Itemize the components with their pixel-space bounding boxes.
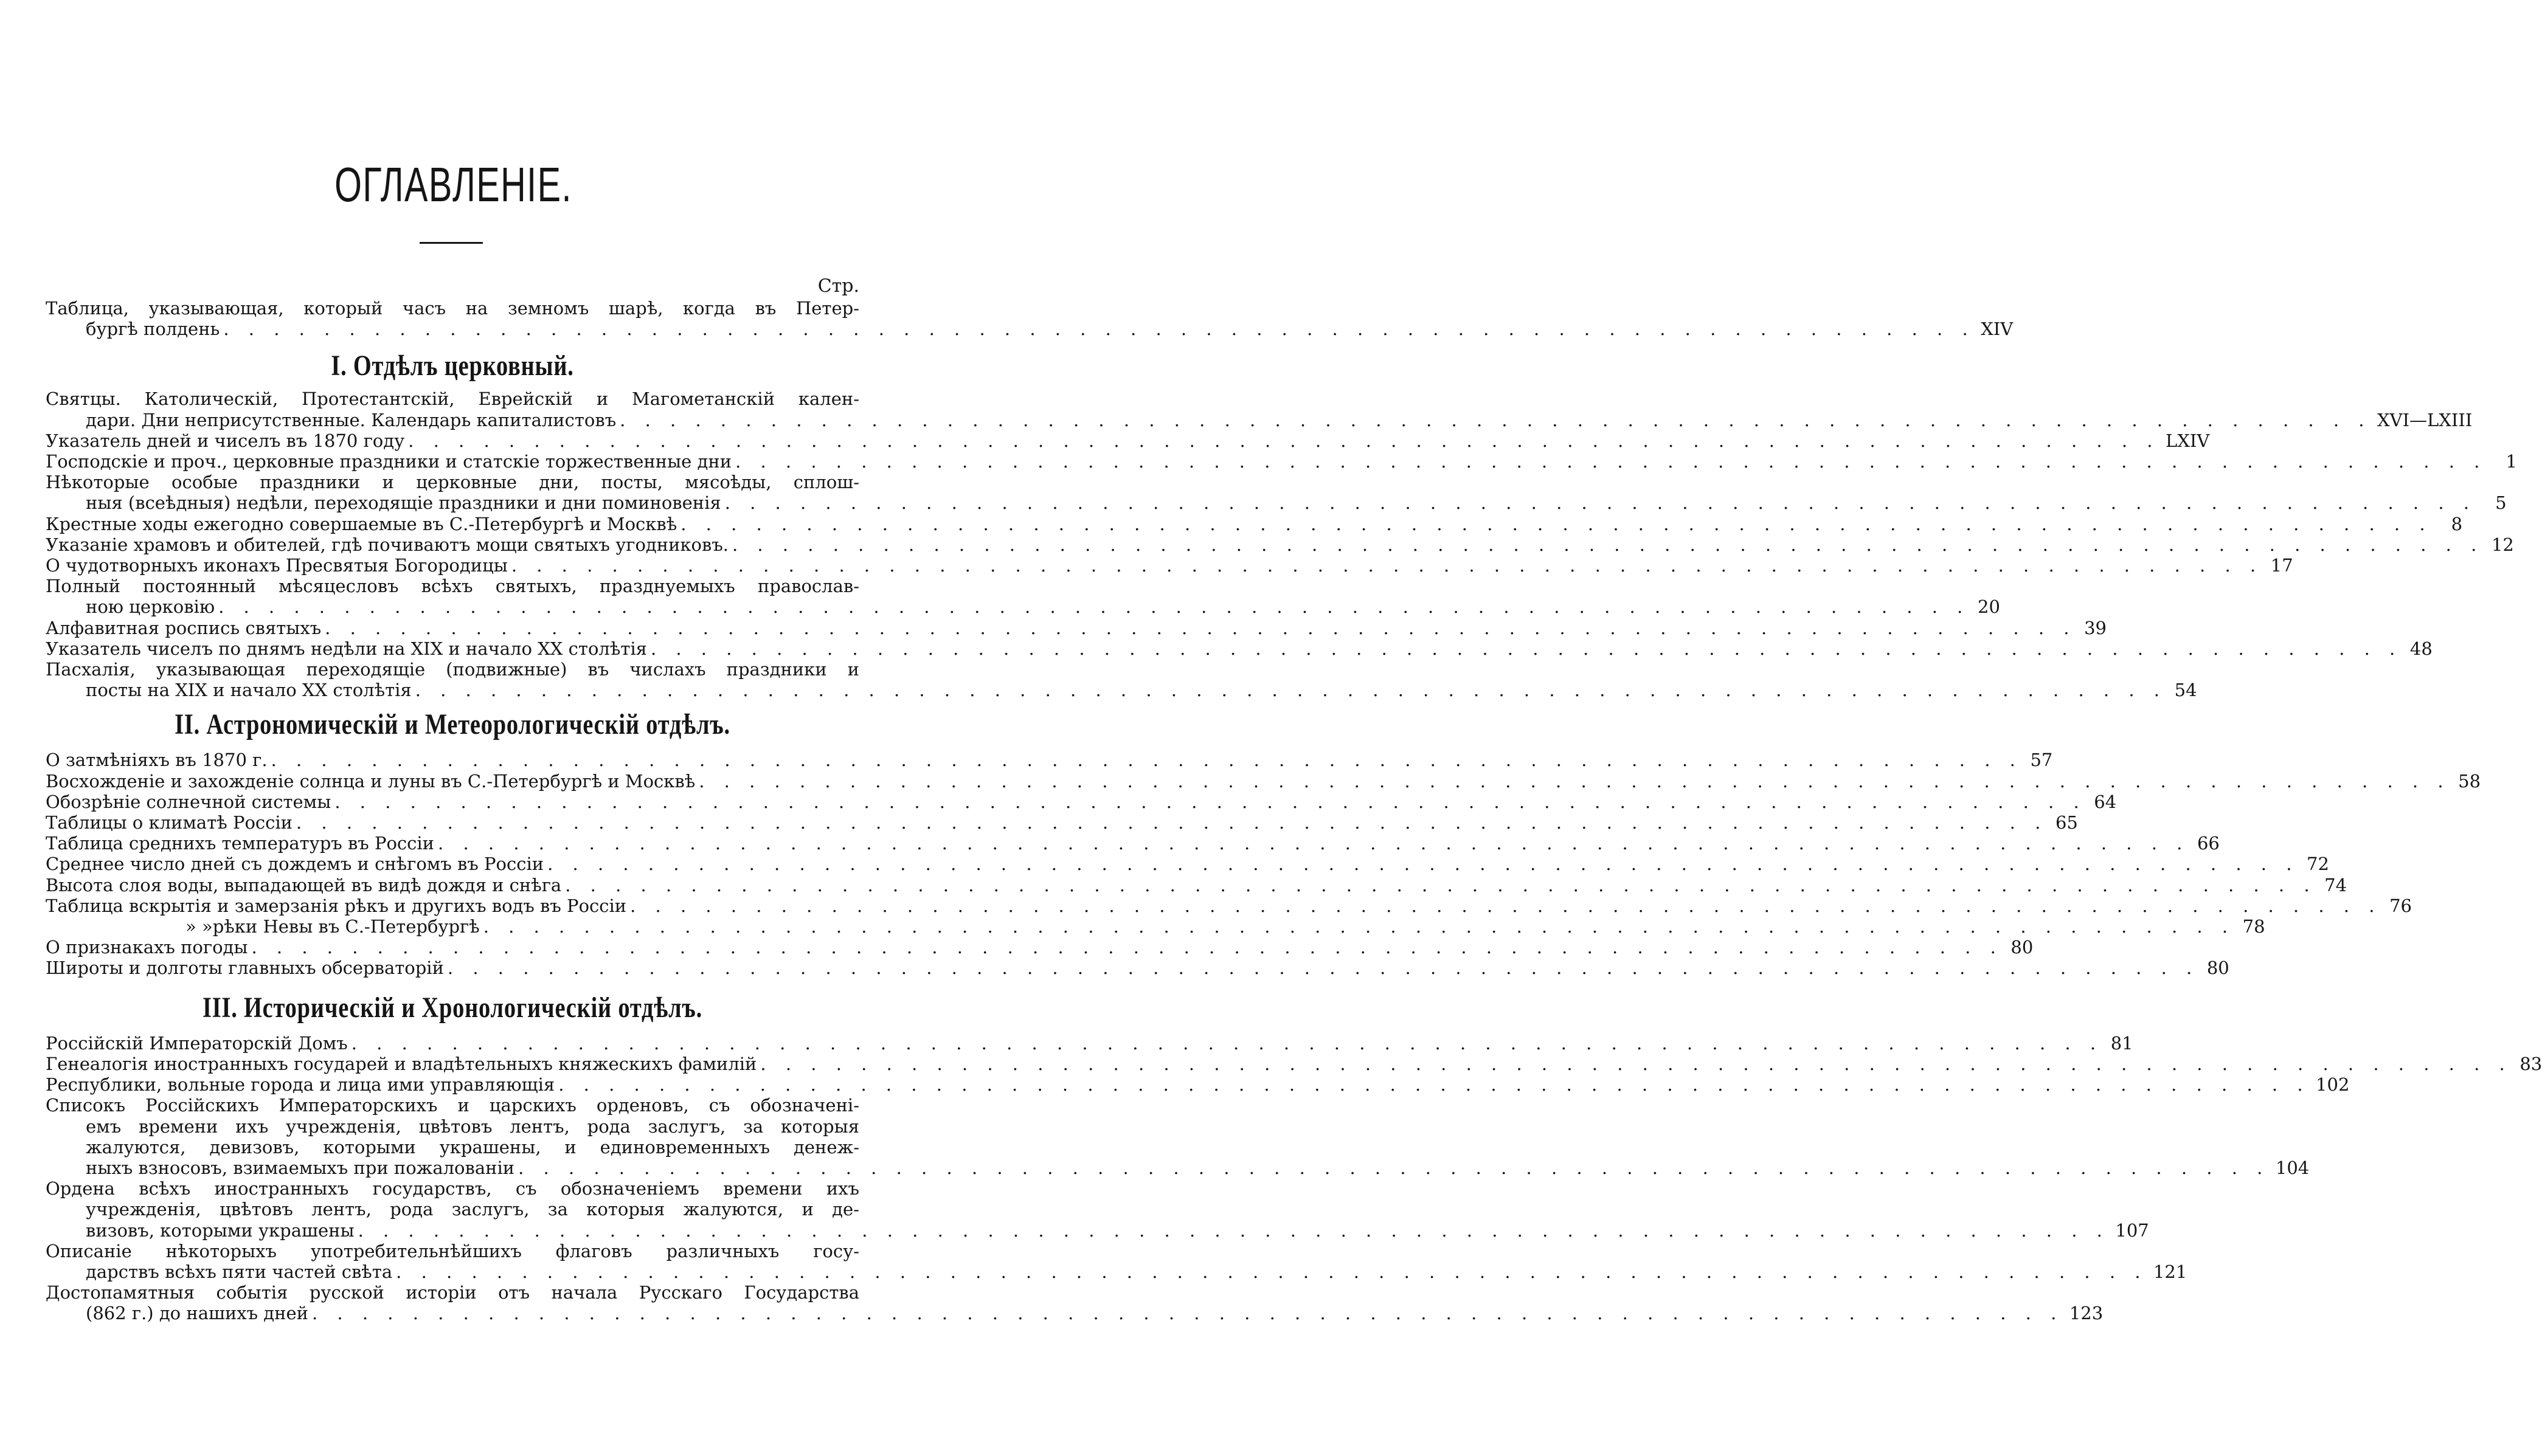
dot-leader	[620, 410, 2371, 430]
page-number: 58	[2458, 770, 2481, 792]
toc-entry	[46, 937, 2034, 958]
page-number: 83	[2519, 1053, 2542, 1074]
entry-line: жалуются, девизовъ, которыми украшены, и единовременныхъ денеж-	[86, 1136, 859, 1158]
entry-text: ныя (всеѣдныя) недѣли, переходящіе праздники и дни поминовенія	[86, 492, 721, 514]
dot-leader	[438, 833, 2189, 854]
page-number: 65	[2055, 812, 2078, 833]
entry-text: Генеалогія иностранныхъ государей и владѣтельныхъ княжескихъ фамилій	[46, 1053, 757, 1074]
toc-entry	[46, 388, 2473, 430]
page-number: 64	[2094, 791, 2117, 812]
toc-entry	[46, 874, 2347, 895]
page-number: 17	[2270, 555, 2293, 576]
toc-entry	[46, 791, 2117, 812]
entry-text: дари. Дни неприсутственные. Календарь капиталистовъ	[86, 409, 617, 430]
dot-leader	[223, 319, 1975, 339]
entry-line: Святцы. Католическій, Протестантскій, Еврейскій и Магометанскій кален-	[46, 388, 859, 410]
dot-leader	[518, 1158, 2270, 1178]
toc-entry	[46, 659, 2197, 701]
entry-line: Таблица, указывающая, который часъ на земномъ шарѣ, когда въ Петер-	[46, 298, 859, 319]
page-number: 74	[2324, 874, 2347, 895]
entry-line: Нѣкоторые особые праздники и церковные дни, посты, мясоѣды, сплош-	[46, 472, 859, 493]
entry-text: Указатель чиселъ по днямъ недѣли на XIX и начало XX столѣтія	[46, 638, 647, 659]
page-number: 66	[2197, 833, 2220, 854]
entry-text: Среднее число дней съ дождемъ и снѣгомъ въ Россіи	[46, 854, 544, 875]
page-number: 76	[2389, 895, 2412, 916]
toc-entry	[46, 638, 2433, 659]
entry-text: Таблица среднихъ температуръ въ Россіи	[46, 833, 435, 854]
entry-text: О признакахъ погоды	[46, 937, 248, 958]
entry-line: емъ времени ихъ учрежденія, цвѣтовъ лентъ, рода заслугъ, за которыя	[86, 1116, 859, 1137]
entry-text: О чудотворныхъ иконахъ Пресвятыя Богородицы	[46, 555, 508, 576]
section-heading-history: III. Историческій и Хронологическій отдѣлъ.	[202, 991, 703, 1024]
dot-leader	[511, 555, 2263, 576]
page-number: 54	[2174, 680, 2197, 701]
page-number: 57	[2030, 750, 2053, 771]
page-number: 80	[2010, 937, 2034, 958]
page-number: XIV	[1981, 319, 2014, 340]
dot-leader	[271, 750, 2023, 770]
entry-text: ною церковію	[86, 596, 215, 618]
dot-leader	[396, 1261, 2147, 1282]
entry-text: Алфавитная роспись святыхъ	[46, 617, 322, 638]
page-number: 72	[2307, 854, 2329, 875]
page-number: 20	[1978, 596, 2000, 618]
entry-text: рѣки Невы въ С.-Петербургѣ	[212, 916, 480, 937]
dot-leader	[735, 451, 2487, 472]
toc-entry	[46, 555, 2293, 576]
entry-text: Указатель дней и чиселъ въ 1870 году	[46, 430, 405, 451]
toc-entry	[46, 1032, 2133, 1054]
title-rule	[420, 242, 483, 244]
toc-entry	[46, 750, 2053, 771]
page-number: 8	[2451, 513, 2463, 534]
page-number: 39	[2084, 617, 2107, 638]
dot-leader	[334, 792, 2086, 812]
toc-entry	[46, 833, 2220, 854]
table-of-contents	[46, 275, 2542, 1324]
toc-entry	[46, 1074, 2350, 1095]
entry-text: Высота слоя воды, выпадающей въ видѣ дождя и снѣга	[46, 874, 562, 895]
toc-entry	[46, 513, 2463, 534]
toc-entry	[46, 854, 2329, 875]
entry-text: Господскіе и проч., церковные праздники и статскіе торжественные дни	[46, 451, 732, 472]
entry-text: Россійскій Императорскій Домъ	[46, 1032, 348, 1054]
dot-leader	[296, 812, 2048, 833]
entry-text: бургѣ полдень	[86, 319, 220, 340]
dot-leader	[558, 1074, 2310, 1095]
entry-text: (862 г.) до нашихъ дней	[86, 1303, 308, 1324]
page-number: 5	[2495, 492, 2507, 514]
entry-text: визовъ, которыми украшены	[86, 1220, 355, 1241]
entry-line: Ордена всѣхъ иностранныхъ государствъ, съ обозначеніемъ времени ихъ	[46, 1178, 859, 1199]
section-heading-astronomy: II. Астрономическій и Метеорологическій отдѣлъ.	[175, 708, 730, 741]
dot-leader	[325, 618, 2076, 638]
dot-leader	[547, 854, 2299, 874]
entry-text: посты на XIX и начало XX столѣтія	[86, 680, 412, 701]
page-number: 48	[2409, 638, 2433, 659]
dot-leader	[725, 492, 2476, 513]
page-number: 121	[2153, 1261, 2187, 1282]
page-number: LXIV	[2165, 430, 2210, 451]
page-number: XVI—LXIII	[2377, 409, 2473, 430]
entry-text: Обозрѣніе солнечной системы	[46, 791, 331, 812]
dot-leader	[251, 937, 2003, 957]
page-number: 102	[2316, 1074, 2350, 1095]
toc-entry	[46, 957, 2229, 979]
toc-entry	[46, 576, 2000, 618]
dot-leader	[408, 430, 2159, 451]
toc-entry	[46, 770, 2481, 792]
page-column-header: Стр.	[817, 275, 859, 297]
entry-line: Достопамятныя событія русской исторіи отъ начала Русскаго Государства	[46, 1282, 859, 1303]
dot-leader	[312, 1303, 2063, 1323]
toc-entry	[46, 534, 2514, 555]
dot-leader	[352, 1033, 2103, 1054]
toc-entry	[46, 916, 2265, 937]
page-number: 104	[2275, 1157, 2310, 1178]
entry-text: Указаніе храмовъ и обителей, гдѣ почиваютъ мощи святыхъ угодниковъ.	[46, 534, 729, 555]
dot-leader	[760, 1054, 2512, 1074]
page-title: ОГЛАВЛЕНІЕ.	[334, 157, 572, 212]
dot-leader	[699, 771, 2450, 792]
page-number: 1	[2506, 451, 2517, 472]
page-number: 12	[2491, 534, 2514, 555]
toc-entry	[46, 895, 2412, 916]
toc-entry	[46, 1178, 2149, 1241]
section-heading-church: I. Отдѣлъ церковный.	[331, 350, 574, 382]
entry-text: Восхожденіе и захожденіе солнца и луны въ С.-Петербургѣ и Москвѣ	[46, 770, 696, 792]
toc-entry	[46, 617, 2107, 638]
dot-leader	[630, 895, 2381, 916]
toc-entry	[46, 472, 2507, 514]
dot-leader	[565, 875, 2316, 895]
page-number: 123	[2069, 1303, 2104, 1324]
entry-text: Широты и долготы главныхъ обсерваторій	[46, 957, 444, 979]
entry-line: учрежденія, цвѣтовъ лентъ, рода заслугъ, за которыя жалуются, и де-	[86, 1199, 859, 1220]
entry-text: О затмѣніяхъ въ 1870 г.	[46, 750, 268, 771]
toc-entry-intro	[46, 298, 2014, 340]
page-number: 78	[2242, 916, 2265, 937]
dot-leader	[651, 638, 2402, 659]
toc-entry	[46, 430, 2210, 451]
page-number: 81	[2110, 1032, 2133, 1054]
page-number: 80	[2206, 957, 2229, 979]
dot-leader	[448, 957, 2199, 978]
dot-leader	[415, 680, 2167, 700]
entry-line: Пасхалія, указывающая переходящіе (подвижные) въ числахъ праздники и	[46, 659, 859, 680]
toc-entry	[46, 451, 2517, 472]
ditto-marks: » »	[185, 916, 213, 937]
entry-text: Таблицы о климатѣ Россіи	[46, 812, 293, 833]
page-number: 107	[2115, 1220, 2149, 1241]
entry-text: Крестные ходы ежегодно совершаемые въ С.-Петербургѣ и Москвѣ	[46, 513, 677, 534]
entry-text: Республики, вольные города и лица ими управляющія	[46, 1074, 555, 1095]
dot-leader	[358, 1220, 2110, 1241]
dot-leader	[483, 916, 2235, 937]
toc-entry	[46, 1095, 2310, 1178]
entry-line: Полный постоянный мѣсяцесловъ всѣхъ святыхъ, празднуемыхъ православ-	[46, 576, 859, 597]
entry-line: Описаніе нѣкоторыхъ употребительнѣйшихъ флаговъ различныхъ госу-	[46, 1240, 859, 1261]
toc-entry	[46, 1053, 2542, 1074]
toc-entry	[46, 1282, 2104, 1324]
entry-line: Списокъ Россійскихъ Императорскихъ и царскихъ орденовъ, съ обозначені-	[46, 1095, 859, 1116]
entry-text: Таблица вскрытія и замерзанія рѣкъ и другихъ водъ въ Россіи	[46, 895, 627, 916]
dot-leader	[218, 596, 1970, 617]
entry-text: ныхъ взносовъ, взимаемыхъ при пожалованіи	[86, 1157, 515, 1178]
entry-text: дарствъ всѣхъ пяти частей свѣта	[86, 1261, 393, 1282]
toc-entry	[46, 812, 2078, 833]
toc-entry	[46, 1240, 2187, 1282]
dot-leader	[732, 534, 2484, 555]
dot-leader	[681, 514, 2432, 534]
